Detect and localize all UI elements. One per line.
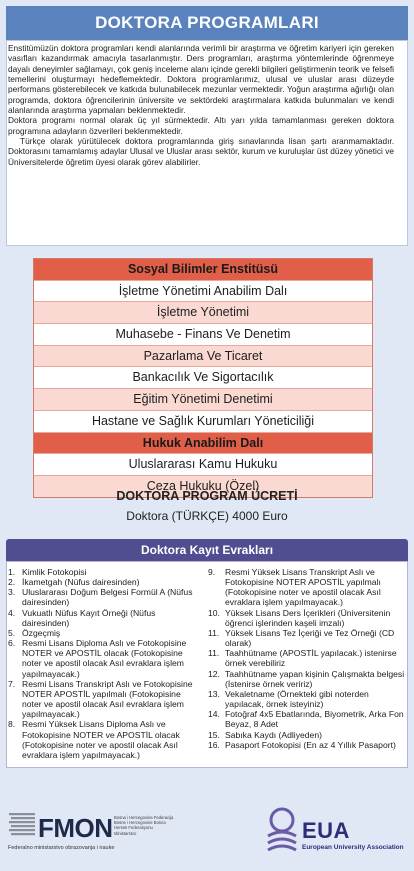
program-row: Muhasebe - Finans Ve Denetim — [34, 324, 372, 346]
program-row: Pazarlama Ve Ticaret — [34, 346, 372, 368]
document-number: 14. — [208, 709, 220, 720]
document-number: 1. — [8, 567, 16, 577]
fmon-subtitle: Federalno ministarstvo obrazovanja i nauke — [8, 845, 115, 851]
fmon-stripes-icon — [8, 809, 38, 839]
document-item — [208, 689, 406, 709]
eua-emblem-icon — [262, 806, 302, 860]
intro-paragraph-3: Türkçe olarak yürütülecek doktora programlarında giriş sınavlarında lisan şartı aranmamaktadır. Doktorasını tamamlamış adaylar Ulusal ve Uluslar arası sektör, kurum ve kuruluşlar üst düzey yönetici ve Üniversitelerde öğretim üyesi olarak görev alabilirler. — [8, 136, 394, 167]
document-text: Vekaletname (Örnekteki gibi noterden yapılacak, örnek isteyiniz) — [225, 688, 369, 710]
document-item — [208, 730, 406, 740]
document-number: 7. — [8, 678, 16, 689]
document-text: Resmi Yüksek Lisans Transkript Aslı ve Fotokopisine NOTER APOSTİL yapılmalı (Fotokopisine noter ve apostil olacak Asıl evraklara işlem yapılmayacak.) — [225, 567, 381, 608]
document-text: Resmi Lisans Transkript Aslı ve Fotokopisine NOTER APOSTİL yapılmalı (Fotokopisine noter ve apostil olacak Asıl evraklara işlem yapılmayacak.) — [22, 678, 193, 720]
document-text: Yüksek Lisans Ders İçerikleri (Üniversitenin öğrenci işlerinden kaşeli imzalı) — [225, 607, 391, 628]
page-title: DOKTORA PROGRAMLARI — [6, 6, 408, 40]
document-text: Yüksek Lisans Tez İçeriği ve Tez Örneği (CD olarak) — [225, 627, 395, 649]
fee-value: Doktora (TÜRKÇE) 4000 Euro — [126, 509, 288, 523]
document-text: Taahhütname (APOSTİL yapılacak.) istenirse örnek verebiliriz — [225, 648, 397, 669]
documents-left-column — [8, 567, 198, 760]
document-number: 12. — [208, 668, 220, 679]
document-number: 10. — [208, 607, 220, 618]
fmon-logo — [8, 809, 174, 859]
document-item — [208, 628, 406, 648]
document-item — [8, 628, 198, 638]
document-item — [208, 608, 406, 628]
document-number: 9. — [208, 567, 216, 577]
document-item — [208, 648, 406, 668]
program-row: Uluslararası Kamu Hukuku — [34, 454, 372, 476]
programs-table — [33, 258, 373, 498]
document-item — [208, 669, 406, 689]
document-item — [8, 679, 198, 720]
program-row: İşletme Yönetimi Anabilim Dalı — [34, 281, 372, 303]
intro-paragraph-1: Enstitümüzün doktora programları kendi alanlarında verimli bir araştırma ve öğretim kariyeri için gereken vasıfları kazandırmak amacıyla tasarlanmıştır. Ders programları, araştırma yöntemlerinde öğrenmeye dayalı deneyimler sağlamayı, çok geniş inceleme alanı içinde gerekli bilgileri geliştirmenin teorik ve felsefi temellerini oluşturmayı hedeflemektedir. Doktora programlarımız, ulusal ve uluslar arası düzeyde performans gösterebilecek ve katkıda bulunabilecek mezunlar vermektedir. Yoğun araştırma ağırlığı olan programda, doktora öğrencilerinin üniversite ve sektördeki araştırmalara katkıda bulunmaları ve kendi alanlarında araştırma yapmaları beklenmektedir. — [8, 43, 394, 116]
fmon-wordmark: FMON — [38, 813, 113, 843]
document-number: 11. — [208, 627, 220, 638]
document-number: 3. — [8, 587, 16, 598]
document-number: 15. — [208, 729, 220, 740]
document-number: 8. — [8, 719, 16, 730]
document-text: Resmi Yüksek Lisans Diploma Aslı ve Fotokopisine NOTER ve APOSTİL olacak (Fotokopisine noter ve apostil olacak Asıl evraklara işlem yapılmayacak.) — [22, 719, 180, 760]
intro-paragraph-2: Doktora programı normal olarak üç yıl sürmektedir. Altı yarı yılda tamamlanması gereken doktora programına adayların özverileri beklenmektedir. — [8, 115, 394, 136]
document-number: 5. — [8, 627, 16, 638]
document-number: 11. — [208, 648, 220, 659]
document-text: Uluslararası Doğum Belgesi Formül A (Nüfus dairesinden) — [22, 587, 193, 608]
document-item — [8, 719, 198, 760]
document-item — [8, 567, 198, 577]
document-item — [8, 608, 198, 628]
documents-right-column — [208, 567, 406, 750]
eua-wordmark: EUA — [302, 818, 350, 843]
fee-title: DOKTORA PROGRAM ÜCRETİ — [116, 489, 298, 503]
document-item — [8, 577, 198, 587]
program-row: Hastane ve Sağlık Kurumları Yöneticiliği — [34, 411, 372, 433]
program-row: İşletme Yönetimi — [34, 302, 372, 324]
document-text: Kimlik Fotokopisi — [22, 567, 87, 577]
document-number: 13. — [208, 688, 220, 699]
program-row: Ceza Hukuku (Özel) — [34, 476, 372, 497]
document-number: 6. — [8, 638, 16, 649]
document-text: Pasaport Fotokopisi (En az 4 Yıllık Pasaport) — [225, 739, 396, 750]
document-text: Özgeçmiş — [22, 627, 61, 638]
document-item — [208, 567, 406, 608]
document-item — [8, 587, 198, 607]
fmon-side-text: Bosna i Hercegovina Federacija Bosne i Hercegovine Bosna Hersek Federasyonu Ministarstvo — [114, 815, 174, 836]
document-text: Resmi Lisans Diploma Aslı ve Fotokopisine NOTER ve APOSTİL olacak (Fotokopisine noter ve apostil olacak Asıl evraklara işlem yapılmayacak.) — [22, 638, 187, 679]
document-text: Fotoğraf 4x5 Ebatlarında, Biyometrik, Arka Fon Beyaz, 8 Adet — [225, 709, 404, 730]
document-number: 16. — [208, 739, 220, 750]
document-number: 2. — [8, 577, 16, 588]
program-row: Bankacılık Ve Sigortacılık — [34, 367, 372, 389]
document-text: Taahhütname yapan kişinin Çalışmakta belgesi (İstenirse örnek veririz) — [225, 668, 405, 689]
eua-logo — [262, 806, 412, 862]
document-item — [208, 740, 406, 750]
program-group-header: Sosyal Bilimler Enstitüsü — [34, 259, 372, 281]
document-item — [8, 638, 198, 679]
eua-subtitle: European University Association — [302, 844, 404, 851]
documents-title: Doktora Kayıt Evrakları — [6, 539, 408, 561]
document-number: 4. — [8, 607, 16, 618]
document-text: Sabıka Kaydı (Adliyeden) — [225, 729, 322, 740]
document-text: İkametgah (Nüfus dairesinden) — [22, 577, 140, 588]
program-group-header: Hukuk Anabilim Dalı — [34, 433, 372, 455]
intro-text — [8, 43, 394, 167]
document-text: Vukuatlı Nüfus Kayıt Örneği (Nüfus dairesinden) — [22, 607, 156, 628]
program-row: Eğitim Yönetimi Denetimi — [34, 389, 372, 411]
document-item — [208, 709, 406, 729]
